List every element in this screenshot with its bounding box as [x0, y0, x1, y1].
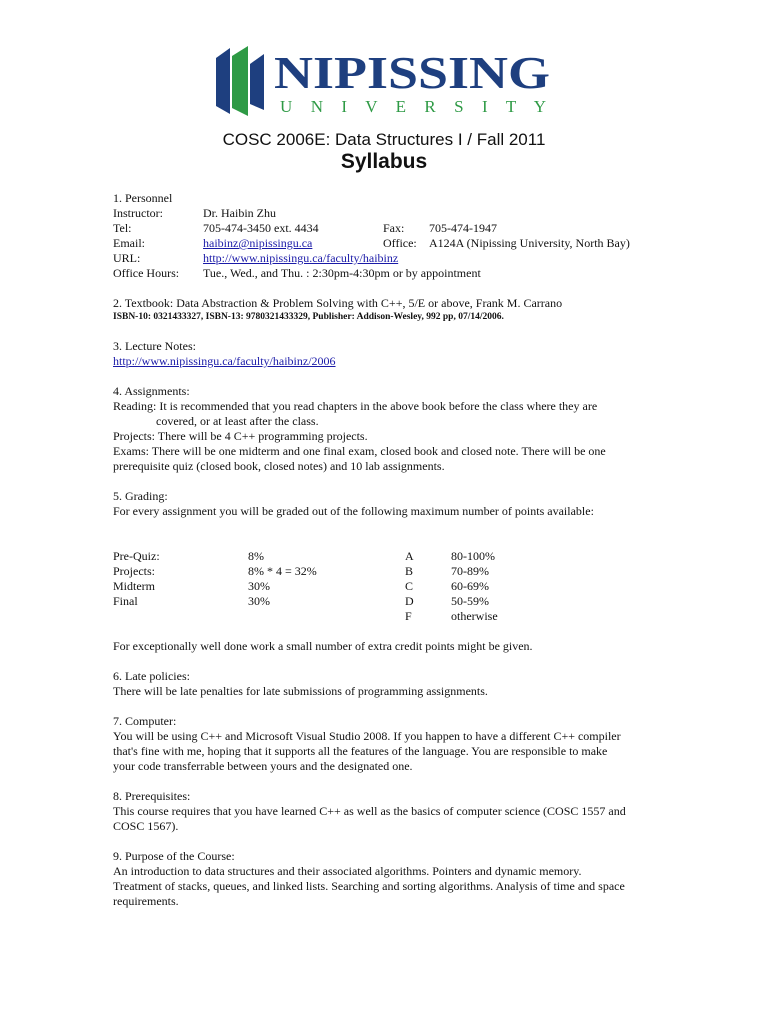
logo-green-stripe: [232, 46, 248, 116]
email-row: [113, 236, 658, 251]
tel-row: [113, 221, 658, 236]
exams-line-2: prerequisite quiz (closed book, closed notes) and 10 lab assignments.: [113, 459, 445, 473]
grade-letter: D: [405, 594, 414, 608]
email-link[interactable]: haibinz@nipissingu.ca: [203, 236, 313, 250]
computer-line-2: that's fine with me, hoping that it supports all the features of the language. You are responsible to make: [113, 744, 608, 758]
textbook-isbn: ISBN-10: 0321433327, ISBN-13: 9780321433329, Publisher: Addison-Wesley, 992 pp, 07/14/2006.: [113, 312, 504, 322]
textbook-line: 2. Textbook: Data Abstraction & Problem Solving with C++, 5/E or above, Frank M. Carrano: [113, 296, 563, 310]
extra-credit-note: For exceptionally well done work a small number of extra credit points might be given.: [113, 639, 533, 653]
office-label: Office:: [383, 236, 417, 250]
prerequisites-line-1: This course requires that you have learned C++ as well as the basics of computer science (COSC 1557 and: [113, 804, 626, 818]
office-value: A124A (Nipissing University, North Bay): [429, 236, 630, 250]
logo-university: U N I V E R S I T Y: [280, 97, 546, 116]
grade-range: 80-100%: [451, 549, 495, 563]
grade-weight: 30%: [248, 579, 270, 593]
section-heading-late-policies: 6. Late policies:: [113, 669, 190, 683]
grade-item: Projects:: [113, 564, 155, 578]
grade-range: otherwise: [451, 609, 498, 623]
section-heading-computer: 7. Computer:: [113, 714, 177, 728]
section-heading-personnel: 1. Personnel: [113, 191, 173, 205]
grade-item: Final: [113, 594, 138, 608]
grade-letter: C: [405, 579, 414, 593]
computer-line-3: your code transferrable between yours and the designated one.: [113, 759, 413, 773]
reading-line-1: Reading: It is recommended that you read chapters in the above book before the class where they are: [113, 399, 598, 413]
grade-weight: 8% * 4 = 32%: [248, 564, 317, 578]
tel-value: 705-474-3450 ext. 4434: [203, 221, 319, 235]
logo-wordmark: NIPISSING: [274, 47, 550, 98]
computer-line-1: You will be using C++ and Microsoft Visual Studio 2008. If you happen to have a different C++ compiler: [113, 729, 621, 743]
grade-letter: A: [405, 549, 414, 563]
grade-letter: B: [405, 564, 414, 578]
grade-item: Midterm: [113, 579, 155, 593]
purpose-line-3: requirements.: [113, 894, 179, 908]
section-heading-assignments: 4. Assignments:: [113, 384, 190, 398]
section-heading-grading: 5. Grading:: [113, 489, 168, 503]
grading-row: [113, 549, 658, 564]
late-policies-text: There will be late penalties for late submissions of programming assignments.: [113, 684, 488, 698]
office-hours-label: Office Hours:: [113, 266, 180, 280]
grade-weight: 30%: [248, 594, 270, 608]
url-link[interactable]: http://www.nipissingu.ca/faculty/haibinz: [203, 251, 399, 265]
office-hours-value: Tue., Wed., and Thu. : 2:30pm-4:30pm or by appointment: [203, 266, 481, 280]
grading-row: [113, 594, 658, 609]
section-heading-lecture-notes: 3. Lecture Notes:: [113, 339, 196, 353]
instructor-row: [113, 206, 658, 221]
exams-line-1: Exams: There will be one midterm and one final exam, closed book and closed note. There will be one: [113, 444, 606, 458]
office-hours-row: [113, 266, 658, 281]
prerequisites-line-2: COSC 1567).: [113, 819, 179, 833]
grading-row: [113, 609, 658, 624]
nipissing-logo-graphic: [214, 44, 556, 120]
grading-intro: For every assignment you will be graded out of the following maximum number of points available:: [113, 504, 594, 518]
logo-blue-stripe-1: [216, 48, 230, 114]
purpose-line-2: Treatment of stacks, queues, and linked lists. Searching and sorting algorithms. Analysis of time and space: [113, 879, 625, 893]
course-title: COSC 2006E: Data Structures I / Fall 2011: [222, 130, 546, 149]
fax-value: 705-474-1947: [429, 221, 497, 235]
grading-row: [113, 564, 658, 579]
syllabus-body: [113, 191, 658, 909]
grade-item: Pre-Quiz:: [113, 549, 160, 563]
grading-table: [113, 549, 658, 624]
projects-line: Projects: There will be 4 C++ programming projects.: [113, 429, 368, 443]
purpose-line-1: An introduction to data structures and their associated algorithms. Pointers and dynamic memory.: [113, 864, 582, 878]
grade-letter: F: [405, 609, 412, 623]
email-label: Email:: [113, 236, 145, 250]
grade-weight: 8%: [248, 549, 264, 563]
lecture-notes-link[interactable]: http://www.nipissingu.ca/faculty/haibinz/2006: [113, 354, 336, 368]
grade-range: 70-89%: [451, 564, 489, 578]
url-row: [113, 251, 658, 266]
instructor-label: Instructor:: [113, 206, 163, 220]
grade-range: 60-69%: [451, 579, 489, 593]
section-heading-purpose: 9. Purpose of the Course:: [113, 849, 235, 863]
page-title: Syllabus: [340, 150, 428, 173]
fax-label: Fax:: [383, 221, 405, 235]
instructor-value: Dr. Haibin Zhu: [203, 206, 276, 220]
reading-line-2: covered, or at least after the class.: [156, 414, 319, 428]
logo-blue-stripe-2: [250, 54, 264, 110]
url-label: URL:: [113, 251, 141, 265]
section-heading-prerequisites: 8. Prerequisites:: [113, 789, 191, 803]
grade-range: 50-59%: [451, 594, 489, 608]
university-logo: [214, 44, 556, 120]
grading-row: [113, 579, 658, 594]
tel-label: Tel:: [113, 221, 132, 235]
